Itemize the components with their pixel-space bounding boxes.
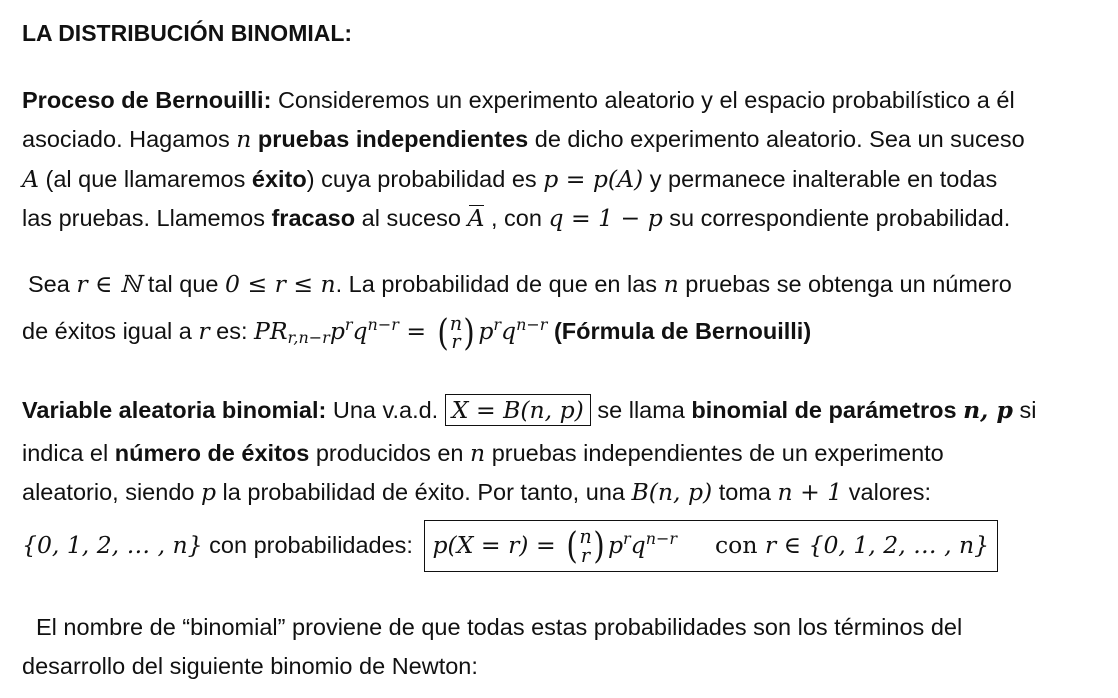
math-A: A: [22, 165, 39, 193]
math-set: {0, 1, 2, … , n}: [22, 531, 203, 559]
binomial-coefficient: ( n r ): [436, 310, 475, 354]
binomial-line-3: [22, 477, 931, 507]
text: pruebas se obtenga un número: [678, 271, 1012, 297]
text: es:: [209, 318, 255, 344]
text: de éxitos igual a: [22, 318, 199, 344]
math-inequality: 0 ≤ r ≤ n: [225, 270, 336, 298]
text: ) cuya probabilidad es: [306, 166, 544, 192]
text: , con: [484, 205, 549, 231]
binomial-line-4: [22, 520, 998, 572]
text: asociado. Hagamos: [22, 126, 237, 152]
bold-binomial-params: binomial de parámetros: [691, 397, 964, 423]
math-n: n: [236, 125, 252, 153]
text: aleatorio, siendo: [22, 479, 201, 505]
bernoulli-formula-rhs: $p^rq^{n-r}$: [478, 315, 548, 345]
bernoulli-line-1: [22, 85, 1015, 115]
text: Una v.a.d.: [326, 397, 445, 423]
page-title: LA DISTRIBUCIÓN BINOMIAL:: [22, 20, 353, 46]
math-r-in-N: r ∈ ℕ: [76, 270, 142, 298]
math-B-np: B(n, p): [631, 478, 713, 506]
math-r: r: [198, 317, 210, 345]
text: las pruebas. Llamemos: [22, 205, 272, 231]
math-n: n: [470, 439, 486, 467]
formula-name: (Fórmula de Bernouilli): [553, 318, 812, 344]
closing-line-1: El nombre de “binomial” proviene de que todas estas probabilidades son los términos del: [36, 614, 963, 640]
bernoulli-line-3: [22, 164, 997, 194]
bold-exito: éxito: [251, 166, 307, 192]
text: y permanece inalterable en todas: [643, 166, 998, 192]
math-q-equation: q = 1 − p: [548, 204, 663, 232]
binomial-line-1: [22, 393, 1036, 427]
text: al suceso: [355, 205, 468, 231]
math-p: p: [200, 478, 217, 506]
text: Consideremos un experimento aleatorio y el espacio probabilístico a él: [271, 87, 1015, 113]
math-A-bar: A: [467, 204, 485, 232]
text: la probabilidad de éxito. Por tanto, una: [216, 479, 632, 505]
formula-line-1: [28, 269, 1012, 299]
boxed-X-B: X = B(n, p): [445, 394, 591, 426]
text: con probabilidades:: [202, 532, 420, 558]
text: (al que llamaremos: [38, 166, 252, 192]
math-n-plus-1: n + 1: [777, 478, 843, 506]
equals-sign: =: [398, 317, 434, 345]
bold-numero-exitos: número de éxitos: [114, 440, 310, 466]
math-p-equation: p = p(A): [543, 165, 644, 193]
text: toma: [712, 479, 778, 505]
text: . La probabilidad de que en las: [335, 271, 664, 297]
math-n: n: [663, 270, 679, 298]
text: de dicho experimento aleatorio. Sea un suceso: [528, 126, 1025, 152]
closing-line-2: desarrollo del siguiente binomio de Newton:: [22, 653, 478, 679]
bernoulli-line-4: [22, 203, 1010, 233]
binomial-heading: Variable aleatoria binomial:: [22, 397, 327, 423]
text: Sea: [28, 271, 77, 297]
bernoulli-formula-lhs: $PR_{r,n-r}p^rq^{n-r}$: [254, 315, 399, 347]
text: pruebas independientes de un experimento: [485, 440, 944, 466]
bold-phrase: pruebas independientes: [257, 126, 529, 152]
bold-math-params: n, p: [963, 396, 1013, 424]
formula-line-2: [22, 310, 812, 354]
binomial-line-2: [22, 438, 944, 468]
text: tal que: [141, 271, 226, 297]
bernoulli-heading: Proceso de Bernouilli:: [22, 87, 272, 113]
boxed-probability-formula: p(X = r) = ( n r ) $p^rq^{n-r}$ con r ∈ {0, 1, 2, … , n}: [424, 520, 999, 572]
bold-fracaso: fracaso: [271, 205, 356, 231]
text: producidos en: [309, 440, 471, 466]
text: se llama: [590, 397, 692, 423]
text: indica el: [22, 440, 115, 466]
text: si: [1012, 397, 1037, 423]
bernoulli-line-2: [22, 124, 1025, 154]
text: su correspondiente probabilidad.: [662, 205, 1011, 231]
text: valores:: [842, 479, 932, 505]
